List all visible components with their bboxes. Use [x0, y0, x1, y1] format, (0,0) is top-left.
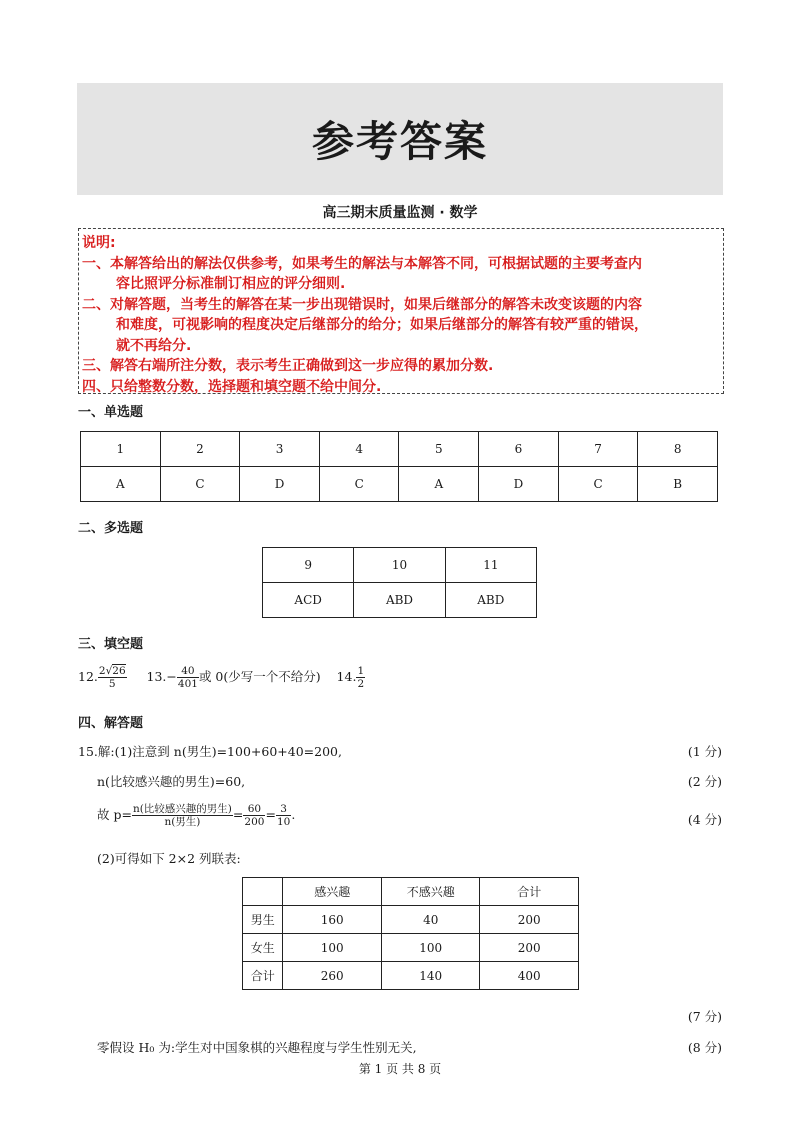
q15-line-3 [97, 803, 295, 828]
table-cell: 100 [381, 934, 480, 962]
table-header-cell: 感兴趣 [283, 878, 382, 906]
q14-label: 14. [336, 669, 357, 684]
table-header-cell: 不感兴趣 [381, 878, 480, 906]
answer-cell: B [638, 467, 718, 502]
notice-item-1-cont: 容比照评分标准制订相应的评分细则. [116, 276, 346, 292]
probability-fraction [132, 803, 233, 828]
score-mark: (7 分) [687, 1009, 722, 1024]
q12-den: 5 [108, 678, 116, 690]
score-mark: (1 分) [687, 744, 722, 759]
section-heading-solutions: 四、解答题 [78, 716, 144, 731]
table-cell: 40 [381, 906, 480, 934]
section-heading-fill: 三、填空题 [78, 637, 144, 652]
table-cell: 合计 [243, 962, 283, 990]
table-row [263, 548, 537, 583]
grading-notice [78, 228, 724, 394]
q12-fraction: $\frac{2√26}{5}$ [98, 665, 126, 690]
table-cell: 200 [480, 906, 579, 934]
q13-label: 13. [146, 669, 167, 684]
table-cell: 260 [283, 962, 382, 990]
q13-fraction [177, 665, 199, 690]
table-row [243, 878, 579, 906]
q15-line-4: (2)可得如下 2×2 列联表: [97, 851, 241, 866]
contingency-table [242, 877, 579, 990]
notice-item-2-cont: 和难度，可视影响的程度决定后继部分的给分；如果后继部分的解答有较严重的错误， [116, 317, 648, 333]
table-row [243, 906, 579, 934]
fraction-numerator: 60 [243, 803, 265, 816]
answer-cell: ABD [445, 583, 536, 618]
q15-line-2: n(比较感兴趣的男生)=60, [97, 774, 246, 789]
notice-title: 说明: [82, 235, 116, 251]
answer-cell: ABD [354, 583, 445, 618]
table-row [243, 934, 579, 962]
answer-cell: C [558, 467, 638, 502]
equals-sign: = [232, 807, 244, 822]
fraction-denominator: n(男生) [164, 816, 201, 828]
score-mark: (4 分) [687, 812, 722, 827]
question-number: 5 [399, 432, 479, 467]
fraction-numerator: n(比较感兴趣的男生) [132, 803, 232, 815]
q12-coef: 2 [98, 665, 106, 677]
equals-sign: = [265, 807, 276, 822]
question-number: 10 [354, 548, 445, 583]
table-cell: 160 [283, 906, 382, 934]
title-banner [77, 83, 723, 195]
q13-rest: 或 0(少写一个不给分) [198, 669, 321, 684]
period: . [291, 807, 296, 822]
q13-den: 401 [177, 678, 198, 690]
q14-den: 2 [357, 678, 365, 690]
q12-label: 12. [78, 669, 98, 684]
table-header-cell [243, 878, 283, 906]
notice-item-1: 一、本解答给出的解法仅供参考，如果考生的解法与本解答不同，可根据试题的主要考查内 [82, 255, 642, 272]
exam-subtitle: 高三期末质量监测 · 数学 [322, 205, 478, 221]
notice-item-4: 四、只给整数分数，选择题和填空题不给中间分. [82, 378, 382, 395]
single-choice-table [80, 431, 718, 502]
notice-item-2: 二、对解答题，当考生的解答在某一步出现错误时，如果后继部分的解答未改变该题的内容 [82, 296, 642, 313]
table-cell: 400 [480, 962, 579, 990]
table-row [243, 962, 579, 990]
score-mark: (2 分) [687, 774, 722, 789]
question-number: 11 [445, 548, 536, 583]
result-fraction [276, 803, 291, 828]
answer-cell: A [81, 467, 161, 502]
page-footer: 第 1 页 共 8 页 [358, 1062, 442, 1076]
answer-cell: C [319, 467, 399, 502]
q12-radicand: 26 [112, 665, 126, 677]
answer-cell: D [240, 467, 320, 502]
multi-choice-table [262, 547, 537, 618]
table-row [81, 432, 718, 467]
q15-line-1: 15.解:(1)注意到 n(男生)=100+60+40=200, [78, 744, 342, 759]
question-number: 3 [240, 432, 320, 467]
question-number: 9 [263, 548, 354, 583]
question-number: 7 [558, 432, 638, 467]
answer-cell: ACD [263, 583, 354, 618]
q14-num: 1 [357, 665, 365, 677]
answer-cell: A [399, 467, 479, 502]
table-cell: 女生 [243, 934, 283, 962]
question-number: 2 [160, 432, 240, 467]
table-cell: 200 [480, 934, 579, 962]
fraction-numerator: 3 [276, 803, 291, 816]
page-title: 参考答案 [311, 117, 488, 166]
table-cell: 100 [283, 934, 382, 962]
question-number: 1 [81, 432, 161, 467]
answer-cell: C [160, 467, 240, 502]
table-cell: 男生 [243, 906, 283, 934]
section-heading-single: 一、单选题 [78, 405, 144, 420]
question-number: 8 [638, 432, 718, 467]
q14-fraction [356, 665, 365, 690]
score-mark: (8 分) [687, 1040, 722, 1055]
table-row [263, 583, 537, 618]
notice-item-3: 三、解答右端所注分数，表示考生正确做到这一步应得的累加分数. [82, 358, 494, 374]
table-header-cell: 合计 [480, 878, 579, 906]
fraction-denominator: 10 [276, 816, 291, 828]
value-fraction [243, 803, 265, 828]
q13-sign: − [166, 669, 177, 684]
table-cell: 140 [381, 962, 480, 990]
fraction-denominator: 200 [244, 816, 265, 828]
question-number: 6 [479, 432, 559, 467]
fill-answers [78, 665, 365, 690]
answer-cell: D [479, 467, 559, 502]
section-heading-multi: 二、多选题 [78, 521, 144, 536]
formula-prefix: 故 p= [97, 807, 132, 822]
q15-line-5: 零假设 H₀ 为:学生对中国象棋的兴趣程度与学生性别无关, [97, 1040, 417, 1055]
table-row [81, 467, 718, 502]
notice-item-2-cont2: 就不再给分. [116, 337, 192, 354]
q13-num: 40 [177, 665, 199, 678]
question-number: 4 [319, 432, 399, 467]
